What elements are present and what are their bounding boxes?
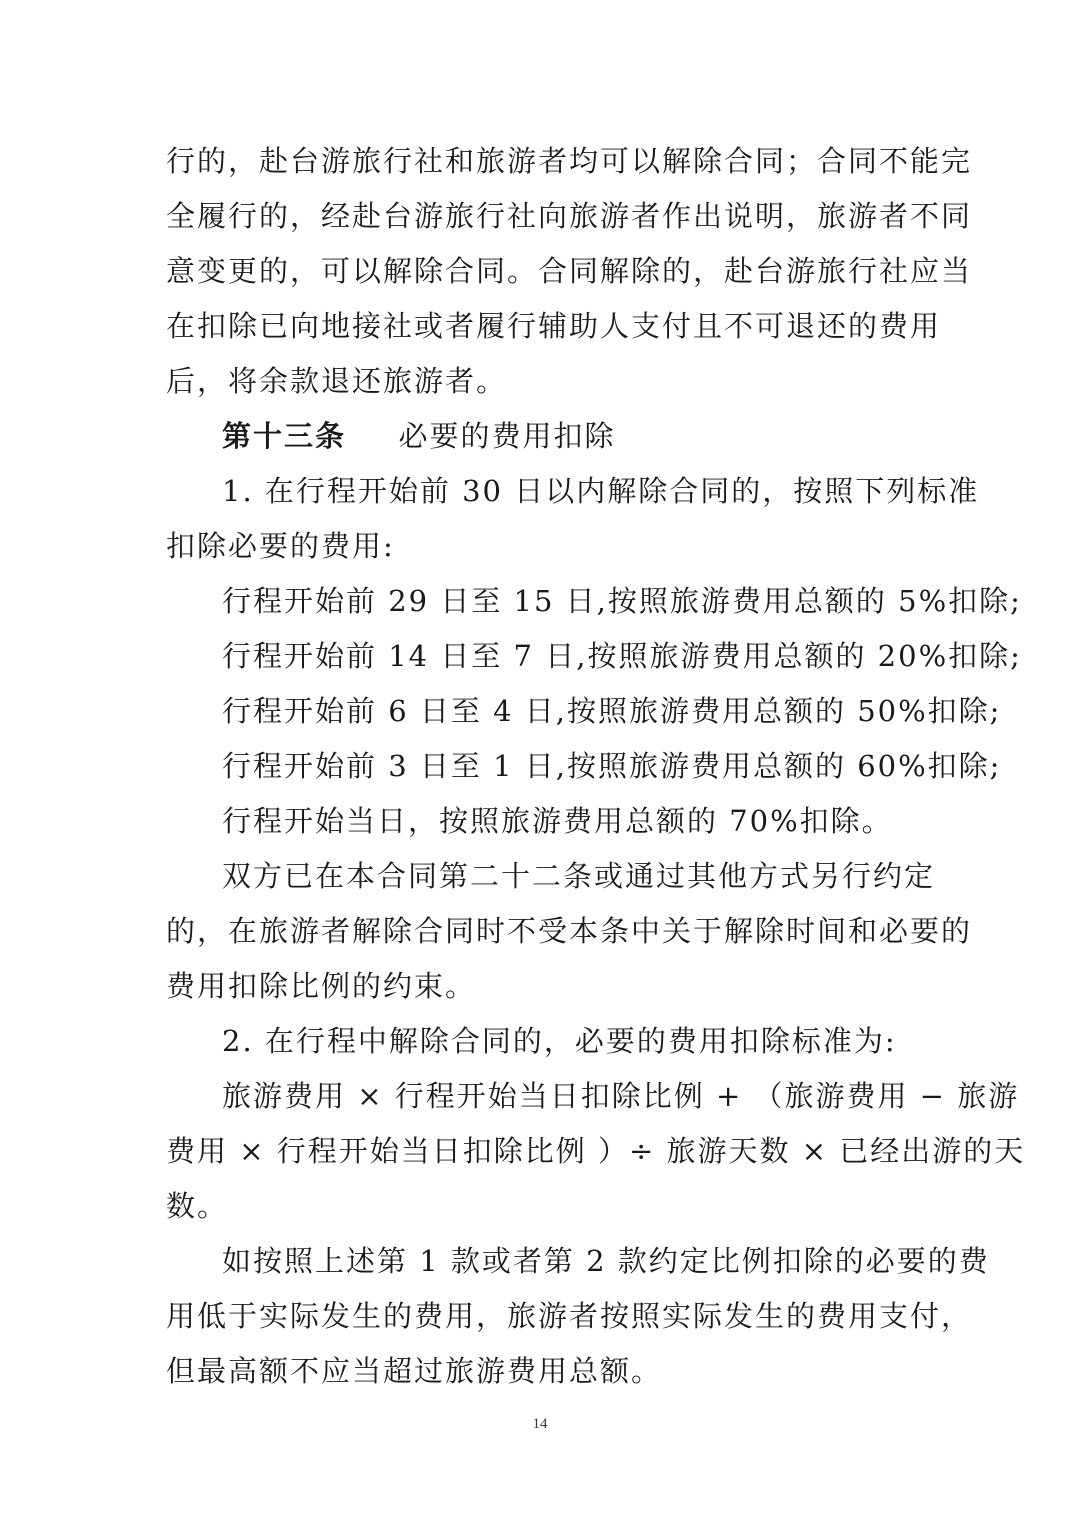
text-line: 但最高额不应当超过旅游费用总额。 — [166, 1354, 663, 1388]
text-line: 2. 在行程中解除合同的，必要的费用扣除标准为: — [222, 1024, 897, 1058]
text-line: 行程开始前 6 日至 4 日,按照旅游费用总额的 50%扣除; — [222, 694, 1002, 728]
text-line: 意变更的，可以解除合同。合同解除的，赴台游旅行社应当 — [166, 254, 973, 288]
text-line: 行程开始前 3 日至 1 日,按照旅游费用总额的 60%扣除; — [222, 749, 1002, 783]
text-line: 的，在旅游者解除合同时不受本条中关于解除时间和必要的 — [166, 914, 973, 948]
text-line: 行程开始前 29 日至 15 日,按照旅游费用总额的 5%扣除; — [222, 584, 1022, 618]
text-line: 用低于实际发生的费用，旅游者按照实际发生的费用支付， — [166, 1299, 973, 1333]
text-line: 行的，赴台游旅行社和旅游者均可以解除合同；合同不能完 — [166, 144, 973, 178]
formula-line: 费用 × 行程开始当日扣除比例 ）÷ 旅游天数 × 已经出游的天 — [166, 1134, 1026, 1168]
text-line: 费用扣除比例的约束。 — [166, 969, 477, 1003]
text-line: 行程开始当日，按照旅游费用总额的 70%扣除。 — [222, 804, 893, 838]
text-line: 在扣除已向地接社或者履行辅助人支付且不可退还的费用 — [166, 309, 942, 343]
article-title: 必要的费用扣除 — [398, 419, 616, 453]
text-line: 扣除必要的费用: — [166, 529, 395, 563]
page-number: 14 — [532, 1416, 548, 1432]
text-line: 1. 在行程开始前 30 日以内解除合同的，按照下列标准 — [222, 474, 980, 508]
article-heading — [222, 416, 916, 456]
text-line: 全履行的，经赴台游旅行社向旅游者作出说明，旅游者不同 — [166, 199, 973, 233]
formula-line: 旅游费用 × 行程开始当日扣除比例 + （旅游费用 − 旅游 — [222, 1079, 1020, 1113]
text-line: 如按照上述第 1 款或者第 2 款约定比例扣除的必要的费 — [222, 1244, 990, 1278]
text-line: 行程开始前 14 日至 7 日,按照旅游费用总额的 20%扣除; — [222, 639, 1022, 673]
article-number: 第十三条 — [222, 419, 347, 453]
text-line: 数。 — [166, 1189, 229, 1223]
text-line: 后，将余款退还旅游者。 — [166, 364, 508, 398]
text-line: 双方已在本合同第二十二条或通过其他方式另行约定 — [222, 859, 936, 893]
